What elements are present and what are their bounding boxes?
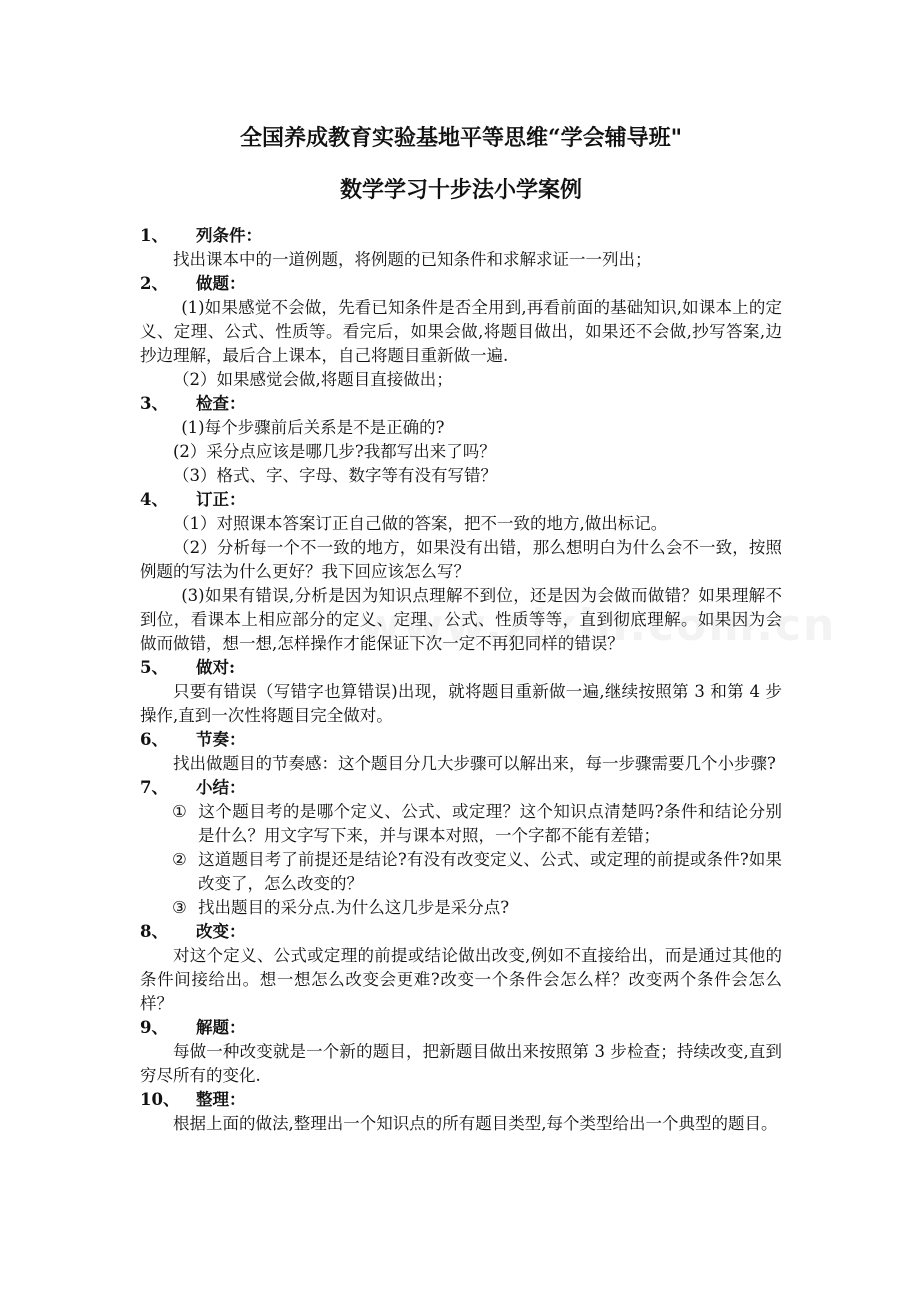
circled-number: ① [172, 802, 187, 821]
step-title: 订正： [196, 490, 246, 509]
list-item [140, 800, 782, 848]
step-2-heading [140, 272, 782, 296]
step-title: 做对: [196, 658, 236, 677]
step-5-text: 只要有错误（写错字也算错误)出现，就将题目重新做一遍,继续按照第 3 和第 4 步操作,直到一次性将题目完全做对。 [140, 682, 782, 725]
step-3-heading [140, 392, 782, 416]
list-item-text: 找出题目的采分点.为什么这几步是采分点? [198, 898, 510, 917]
step-2-text-2: （2）如果感觉会做,将题目直接做出； [173, 370, 453, 389]
step-title: 整理： [196, 1090, 246, 1109]
step-3-text-3: （3）格式、字、字母、数字等有没有写错？ [173, 466, 497, 485]
step-number: 9、 [140, 1018, 168, 1037]
list-item [140, 848, 782, 896]
step-number: 3、 [140, 394, 168, 413]
step-number: 10、 [140, 1090, 180, 1109]
step-1-heading [140, 224, 782, 248]
step-1-text: 找出课本中的一道例题，将例题的已知条件和求解求证一一列出； [173, 250, 652, 269]
step-8-text: 对这个定义、公式或定理的前提或结论做出改变,例如不直接给出，而是通过其他的条件间接给出。想一想怎么改变会更难?改变一个条件会怎么样？改变两个条件会怎么样？ [140, 946, 782, 1013]
step-6-text: 找出做题目的节奏感：这个题目分几大步骤可以解出来，每一步骤需要几个小步骤? [173, 754, 776, 773]
circled-number: ③ [172, 898, 187, 917]
step-4-heading [140, 488, 782, 512]
step-7-heading [140, 776, 782, 800]
step-number: 4、 [140, 490, 168, 509]
step-8-heading [140, 920, 782, 944]
step-number: 7、 [140, 778, 168, 797]
step-9-text: 每做一种改变就是一个新的题目，把新题目做出来按照第 3 步检查；持续改变,直到穷尽所有的变化. [140, 1042, 782, 1085]
step-9-heading [140, 1016, 782, 1040]
step-number: 2、 [140, 274, 168, 293]
step-number: 6、 [140, 730, 168, 749]
step-10-heading [140, 1088, 782, 1112]
step-4-text-2: （2）分析每一个不一致的地方，如果没有出错，那么想明白为什么会不一致，按照例题的写法为什么更好？我下回应该怎么写？ [140, 538, 782, 581]
step-2-text-1: (1)如果感觉不会做，先看已知条件是否全用到,再看前面的基础知识,如课本上的定义、定理、公式、性质等。看完后，如果会做,将题目做出，如果还不会做,抄写答案,边抄边理解，最后合上课本，自己将题目重新做一遍. [140, 298, 782, 365]
step-title: 列条件： [196, 226, 262, 245]
step-4-text-3: (3)如果有错误,分析是因为知识点理解不到位，还是因为会做而做错？如果理解不到位，看课本上相应部分的定义、定理、公式、性质等等，直到彻底理解。如果因为会做而做错，想一想,怎样操作才能保证下次一定不再犯同样的错误？ [140, 586, 782, 653]
list-item-text: 这个题目考的是哪个定义、公式、或定理？这个知识点清楚吗?条件和结论分别是什么？用文字写下来，并与课本对照，一个字都不能有差错； [198, 802, 782, 845]
step-4-text-1: （1）对照课本答案订正自己做的答案，把不一致的地方,做出标记。 [173, 514, 668, 533]
step-title: 小结： [196, 778, 246, 797]
step-10-text: 根据上面的做法,整理出一个知识点的所有题目类型,每个类型给出一个典型的题目。 [173, 1114, 778, 1133]
step-title: 解题： [196, 1018, 246, 1037]
step-3-text-2: (2）采分点应该是哪几步?我都写出来了吗？ [173, 442, 496, 461]
step-number: 5、 [140, 658, 168, 677]
document-page [140, 118, 782, 1136]
step-title: 检查： [196, 394, 246, 413]
step-title: 做题： [196, 274, 246, 293]
step-number: 1、 [140, 226, 168, 245]
list-item-text: 这道题目考了前提还是结论?有没有改变定义、公式、或定理的前提或条件?如果改变了，怎么改变的？ [198, 850, 782, 893]
step-title: 节奏： [196, 730, 246, 749]
step-6-heading [140, 728, 782, 752]
step-3-text-1: (1)每个步骤前后关系是不是正确的? [181, 418, 445, 437]
list-item [140, 896, 782, 920]
step-title: 改变： [196, 922, 246, 941]
step-number: 8、 [140, 922, 168, 941]
circled-number: ② [172, 850, 187, 869]
step-5-heading [140, 656, 782, 680]
document-title: 全国养成教育实验基地平等思维“学会辅导班" [239, 125, 683, 151]
document-subtitle: 数学学习十步法小学案例 [339, 177, 582, 203]
